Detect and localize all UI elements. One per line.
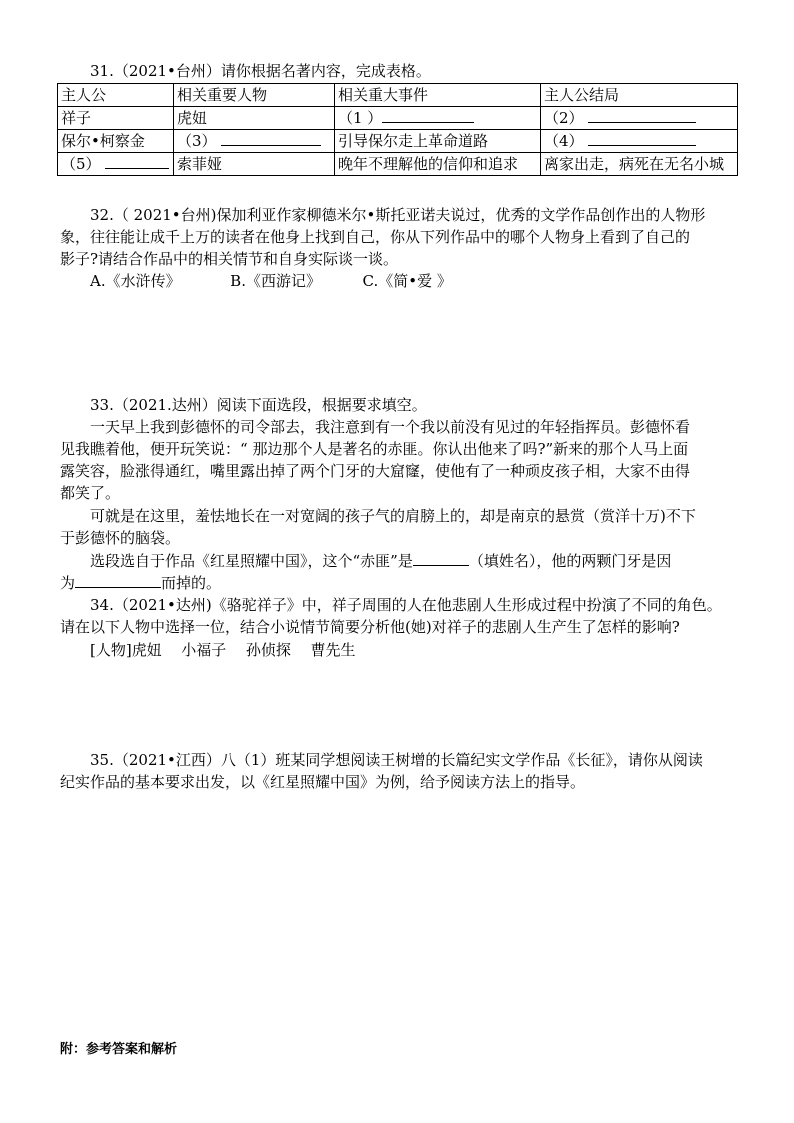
person-name: 曹先生	[310, 641, 356, 659]
answer-blank-2[interactable]	[588, 108, 696, 123]
option-b: B.《西游记》	[230, 272, 321, 290]
table-cell: 引导保尔走上革命道路	[335, 130, 541, 153]
q33-fill-line-1	[90, 550, 766, 572]
table-row	[58, 130, 738, 153]
table-cell	[335, 107, 541, 130]
answer-blank-1[interactable]	[382, 108, 474, 123]
table-header-cell: 主人公	[58, 84, 174, 107]
q31-table	[57, 83, 738, 176]
passage-line: 见我瞧着他，便开玩笑说：“ 那边那个人是著名的赤匪。你认出他来了吗?”新来的那个人马上面	[60, 440, 689, 458]
q32-line-2: 象，往往能让成千上万的读者在他身上找到自己，你从下列作品中的哪个人物身上看到了自己的	[60, 228, 691, 246]
q32-line-1: 32.（ 2021•台州)保加利亚作家柳德米尔•斯托亚诺夫说过，优秀的文学作品创作出的人物形	[90, 206, 706, 224]
blank-label: （5）	[61, 155, 101, 173]
table-cell	[58, 153, 174, 176]
q32-line-3: 影子?请结合作品中的相关情节和自身实际谈一谈。	[60, 250, 399, 268]
blank-label: （4）	[544, 132, 584, 150]
answer-key-heading: 附：参考答案和解析	[60, 1042, 178, 1057]
fill-text: （填姓名），他的两颗门牙是因	[468, 552, 672, 570]
answer-blank-5[interactable]	[105, 154, 169, 169]
option-c: C.《简•爱 》	[362, 272, 452, 290]
option-a: A.《水浒传》	[90, 272, 181, 290]
q33-fill-line-2	[60, 572, 736, 594]
table-cell	[174, 130, 335, 153]
table-header-row	[58, 84, 738, 107]
q35-line-1: 35.（2021•江西）八（1）班某同学想阅读王树增的长篇纪实文学作品《长征》，请你从阅读	[90, 751, 703, 769]
table-cell: 索菲娅	[174, 153, 335, 176]
blank-label: （1 ）	[338, 109, 383, 127]
blank-label: （3）	[177, 132, 217, 150]
q34-line-2: 请在以下人物中选择一位，结合小说情节简要分析他(她)对祥子的悲剧人生产生了怎样的影响?	[60, 618, 680, 636]
answer-blank-3[interactable]	[221, 131, 321, 146]
q34-line-1: 34.（2021•达州)《骆驼祥子》中，祥子周围的人在他悲剧人生形成过程中扮演了不同的角色。	[90, 596, 722, 614]
q35-line-2: 纪实作品的基本要求出发，以《红星照耀中国》为例，给予阅读方法上的指导。	[60, 773, 586, 791]
fill-text: 选段选自于作品《红星照耀中国》，这个“赤匪”是	[90, 552, 413, 570]
q32-options	[90, 270, 766, 292]
person-name: 孙侦探	[245, 641, 291, 659]
table-header-cell: 主人公结局	[541, 84, 738, 107]
table-cell: 虎妞	[174, 107, 335, 130]
passage-line: 可就是在这里，羞怯地长在一对宽阔的孩子气的肩膀上的，却是南京的悬赏（赏洋十万)不下	[90, 507, 696, 525]
answer-blank-name[interactable]	[413, 551, 469, 566]
table-cell	[541, 130, 738, 153]
table-row	[58, 107, 738, 130]
person-name: 虎妞	[131, 641, 162, 659]
passage-line: 都笑了。	[60, 484, 121, 502]
blank-label: （2）	[544, 109, 584, 127]
table-row	[58, 153, 738, 176]
table-cell: 离家出走，病死在无名小城	[541, 153, 738, 176]
answer-blank-4[interactable]	[588, 131, 696, 146]
fill-text: 而掉的。	[161, 574, 222, 592]
passage-line: 露笑容，脸涨得通红，嘴里露出掉了两个门牙的大窟窿，使他有了一种顽皮孩子相，大家不由得	[60, 462, 691, 480]
passage-line: 于彭德怀的脑袋。	[60, 529, 181, 547]
passage-line: 一天早上我到彭德怀的司令部去，我注意到有一个我以前没有见过的年轻指挥员。彭德怀看	[90, 418, 691, 436]
table-header-cell: 相关重大事件	[335, 84, 541, 107]
table-cell: 晚年不理解他的信仰和追求	[335, 153, 541, 176]
table-header-cell: 相关重要人物	[174, 84, 335, 107]
q34-people	[90, 639, 766, 661]
q33-stem: 33.（2021.达州）阅读下面选段，根据要求填空。	[90, 396, 427, 414]
person-name: 小福子	[181, 641, 227, 659]
table-cell: 保尔•柯察金	[58, 130, 174, 153]
answer-blank-reason[interactable]	[75, 573, 161, 588]
people-label: [人物]	[90, 641, 132, 659]
table-cell	[541, 107, 738, 130]
table-cell: 祥子	[58, 107, 174, 130]
q31-stem: 31.（2021•台州）请你根据名著内容，完成表格。	[90, 62, 431, 80]
fill-text: 为	[60, 574, 76, 592]
